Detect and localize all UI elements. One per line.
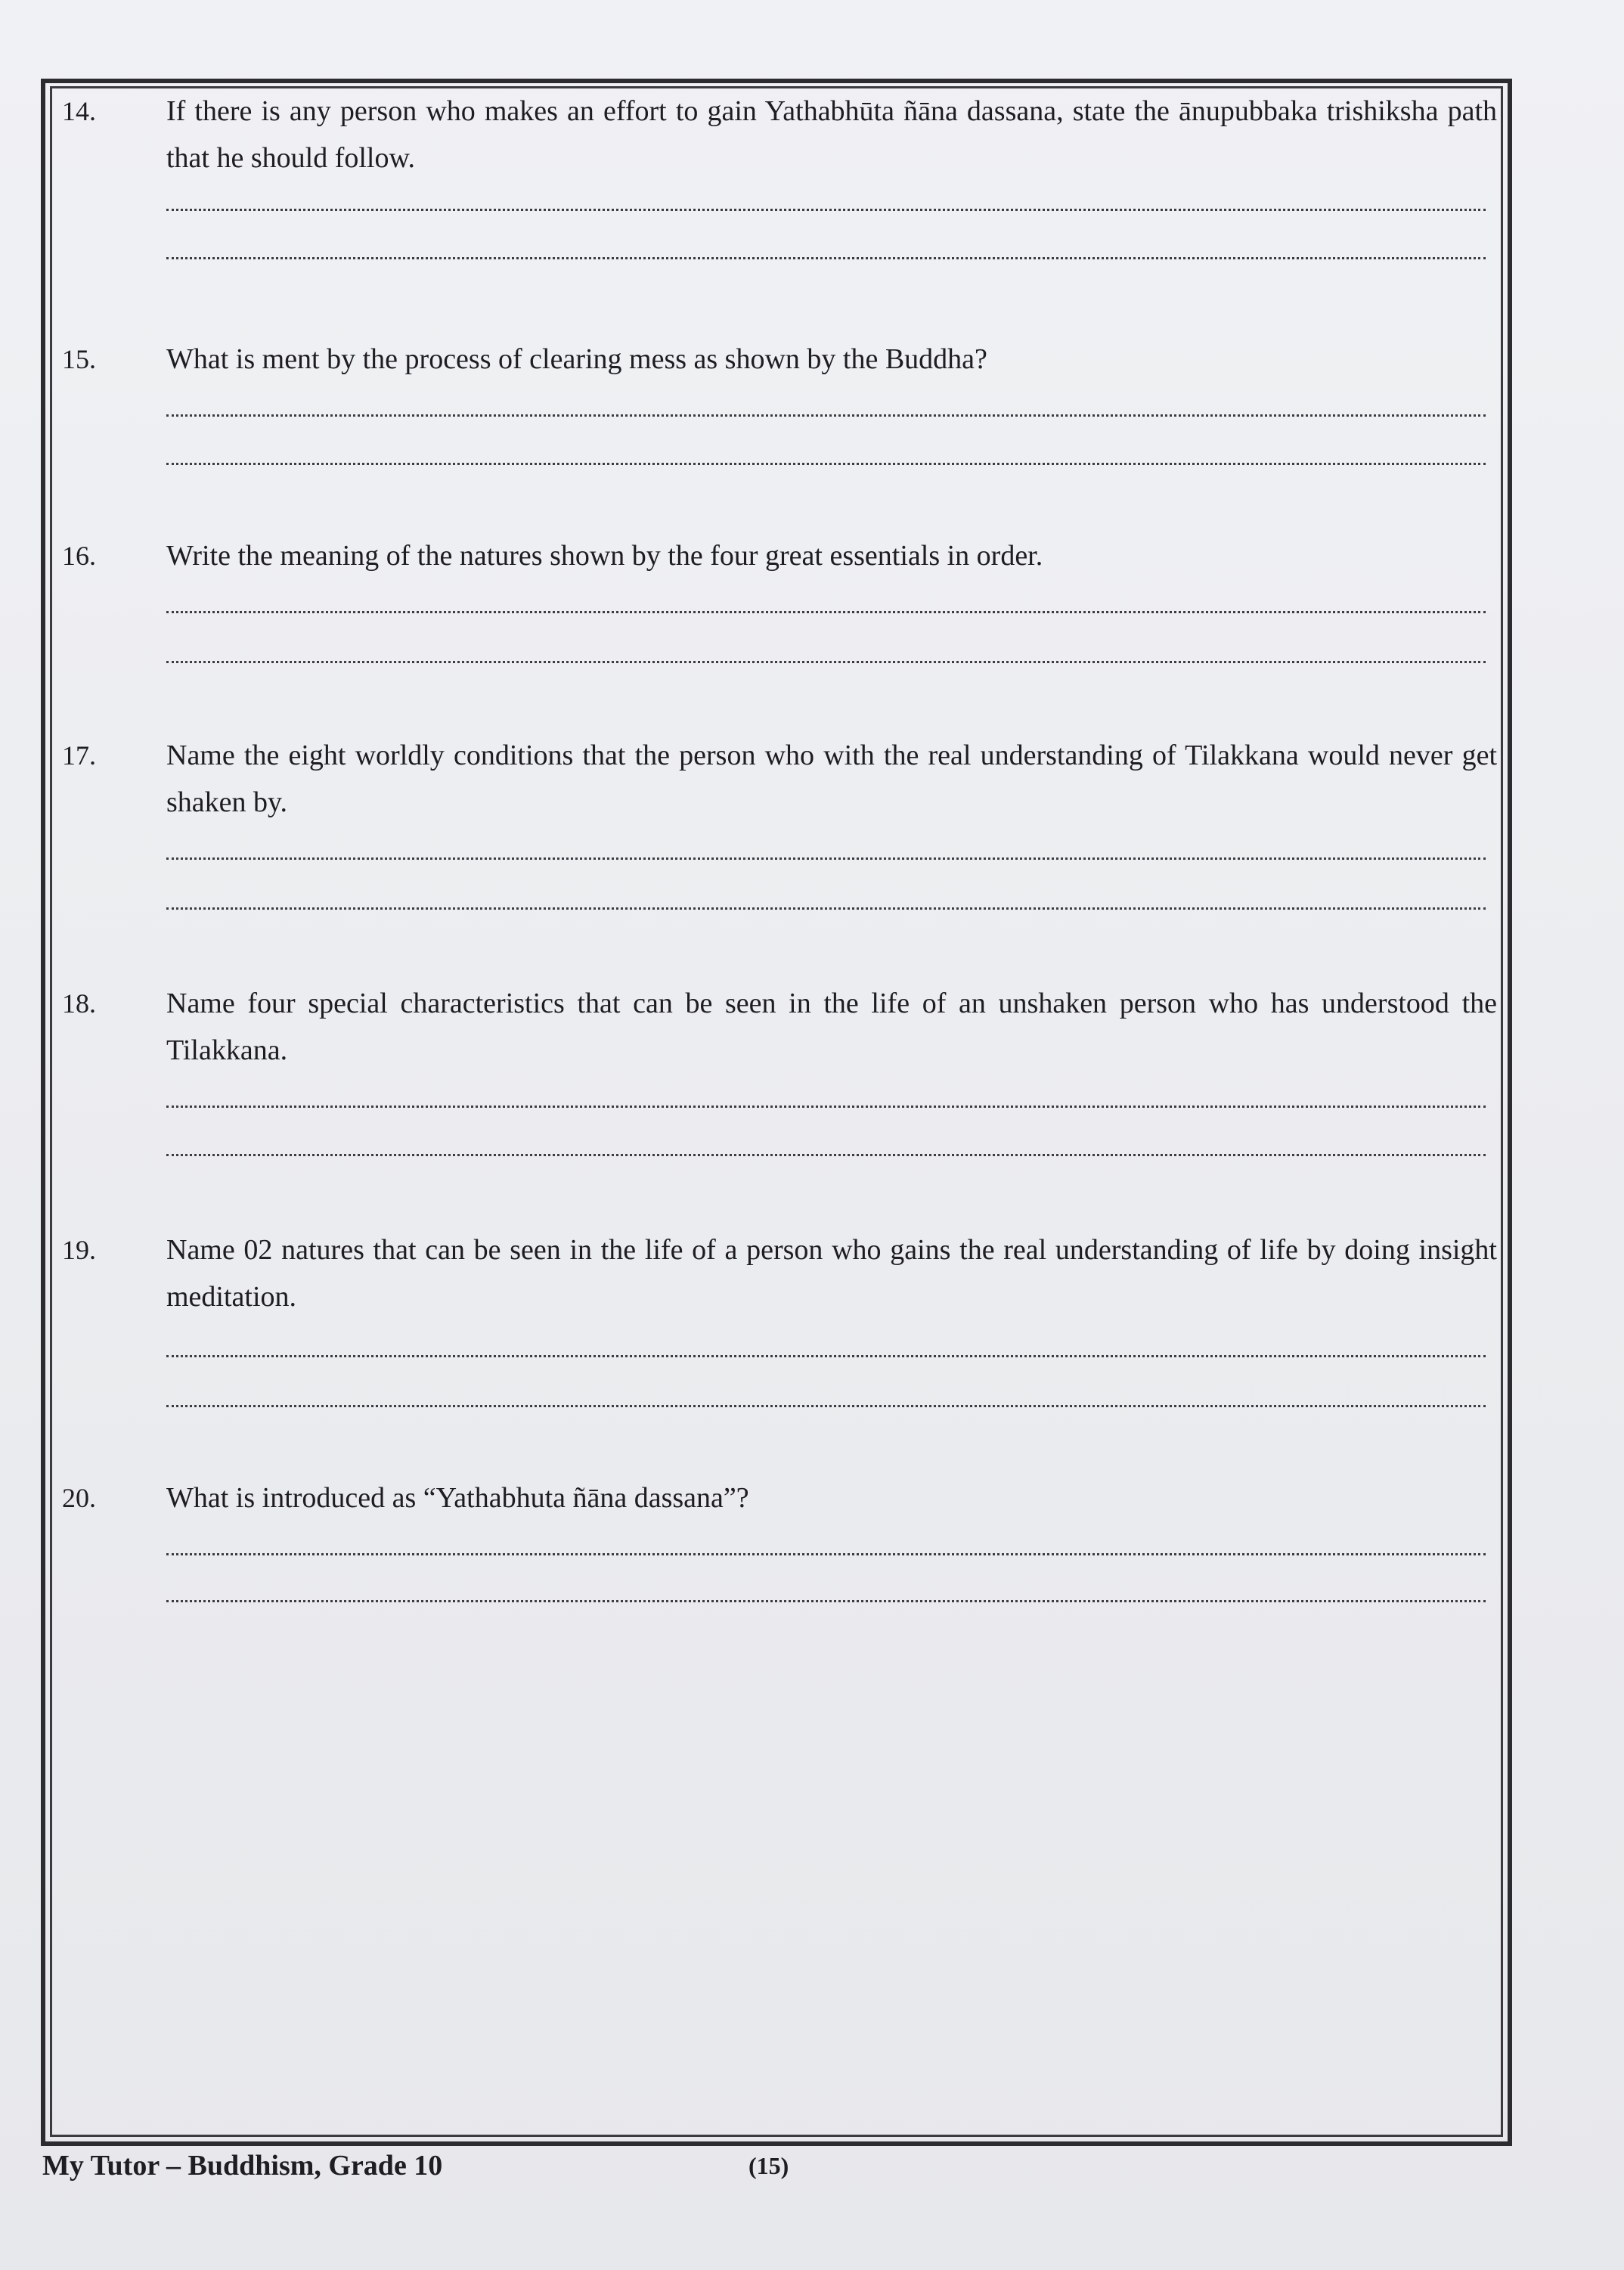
question-text: If there is any person who makes an effort to gain Yathabhūta ñāna dassana, state the ānupubbaka trishiksha path that he should follow. [166,95,1497,174]
question-text: Name four special characteristics that can be seen in the life of an unshaken person who has understood the Tilakkana. [166,988,1497,1066]
answer-line[interactable] [166,209,1486,211]
answer-line[interactable] [166,857,1486,860]
question-text: What is ment by the process of clearing mess as shown by the Buddha? [166,343,987,375]
answer-line[interactable] [166,1405,1486,1407]
question-text: Name the eight worldly conditions that the person who with the real understanding of Tilakkana would never get shaken by. [166,740,1497,818]
question-number: 17. [62,740,96,771]
answer-line[interactable] [166,414,1486,417]
question-text: What is introduced as “Yathabhuta ñāna dassana”? [166,1482,749,1514]
answer-line[interactable] [166,1355,1486,1357]
question-text: Name 02 natures that can be seen in the life of a person who gains the real understanding of life by doing insight meditation. [166,1234,1497,1313]
answer-line[interactable] [166,257,1486,259]
question-number: 15. [62,344,96,374]
answer-line[interactable] [166,1553,1486,1555]
question-number: 18. [62,988,96,1019]
question-number: 20. [62,1483,96,1513]
question-text: Write the meaning of the natures shown by the four great essentials in order. [166,540,1043,572]
answer-line[interactable] [166,1600,1486,1602]
question-number: 19. [62,1235,96,1265]
footer-title: My Tutor – Buddhism, Grade 10 [42,2150,443,2182]
answer-line[interactable] [166,907,1486,910]
question-number: 14. [62,96,96,126]
answer-line[interactable] [166,661,1486,663]
answer-line[interactable] [166,463,1486,465]
answer-line[interactable] [166,611,1486,613]
answer-line[interactable] [166,1154,1486,1156]
question-number: 16. [62,541,96,571]
inner-border [50,86,1503,2137]
page-number: (15) [748,2152,789,2179]
answer-line[interactable] [166,1106,1486,1108]
